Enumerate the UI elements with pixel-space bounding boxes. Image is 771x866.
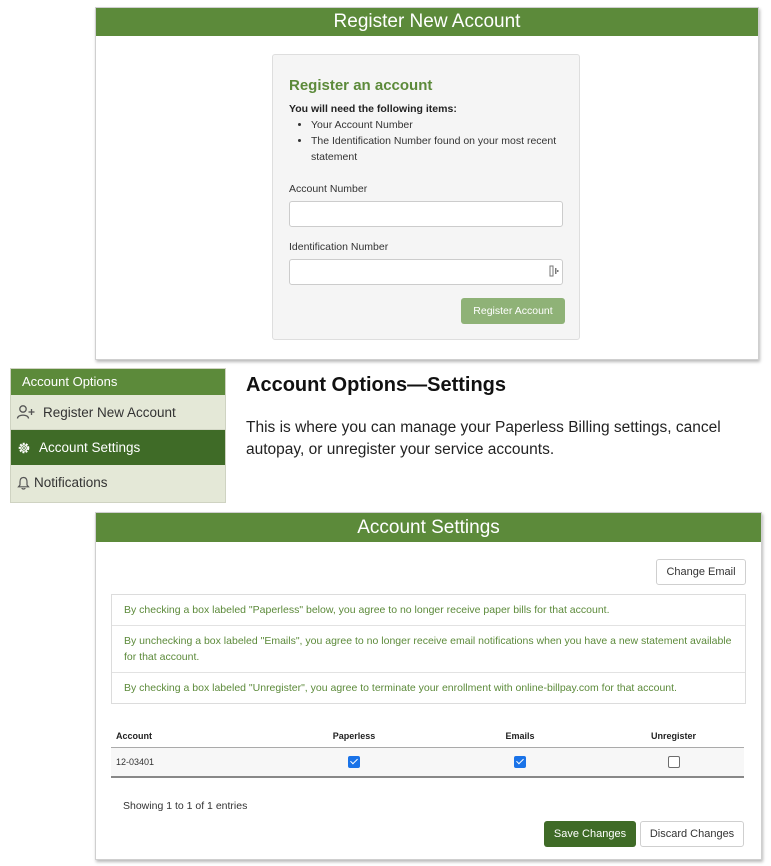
table-header-row (111, 725, 744, 748)
paperless-notice: By checking a box labeled "Paperless" below, you agree to no longer receive paper bills for that account. (112, 595, 745, 626)
menu-item-notifications[interactable] (11, 465, 225, 500)
menu-item-label: Account Settings (39, 440, 141, 455)
requirements-list (289, 117, 573, 165)
emails-notice: By unchecking a box labeled "Emails", you agree to no longer receive email notifications when you have a new statement available for that account. (112, 626, 745, 673)
save-changes-button[interactable]: Save Changes (544, 821, 636, 847)
account-settings-panel (95, 512, 762, 860)
gear-icon (17, 441, 31, 455)
account-number-label: Account Number (289, 183, 368, 195)
account-options-header: Account Options (11, 369, 225, 395)
identification-number-input[interactable] (289, 259, 563, 285)
section-title: Account Options—Settings (246, 374, 506, 396)
change-email-button[interactable]: Change Email (656, 559, 746, 585)
add-user-icon (16, 404, 36, 420)
emails-checkbox[interactable] (514, 756, 526, 768)
menu-item-label: Notifications (34, 475, 108, 490)
identification-number-label: Identification Number (289, 241, 389, 253)
register-new-account-panel (95, 7, 759, 360)
account-options-menu (10, 368, 226, 503)
column-header-emails: Emails (437, 725, 603, 748)
unregister-checkbox[interactable] (668, 756, 680, 768)
account-number-cell: 12-03401 (111, 748, 271, 778)
table-row (111, 748, 744, 778)
accounts-table (111, 725, 744, 778)
showing-entries-text: Showing 1 to 1 of 1 entries (123, 800, 248, 812)
column-header-paperless: Paperless (271, 725, 437, 748)
menu-item-register-new-account[interactable] (11, 395, 225, 430)
password-manager-icon[interactable] (549, 265, 559, 277)
register-panel-header: Register New Account (96, 8, 758, 36)
requirement-item: • The Identification Number found on your most recent statement (311, 133, 573, 165)
notice-box (111, 594, 746, 704)
emails-cell (437, 748, 603, 778)
paperless-checkbox[interactable] (348, 756, 360, 768)
paperless-cell (271, 748, 437, 778)
register-card-title: Register an account (289, 77, 433, 94)
unregister-notice: By checking a box labeled "Unregister", you agree to terminate your enrollment with online-billpay.com for that account. (124, 682, 677, 694)
settings-panel-header: Account Settings (96, 513, 761, 542)
column-header-account: Account (111, 725, 271, 748)
register-account-button[interactable]: Register Account (461, 298, 565, 324)
register-card (272, 54, 580, 340)
requirement-item: • Your Account Number (311, 117, 573, 133)
menu-item-label: Register New Account (43, 404, 176, 420)
discard-changes-button[interactable]: Discard Changes (640, 821, 744, 847)
account-number-input[interactable] (289, 201, 563, 227)
unregister-cell (603, 748, 744, 778)
menu-item-account-settings[interactable] (11, 430, 225, 465)
column-header-unregister: Unregister (603, 725, 744, 748)
identification-number-field (273, 259, 579, 285)
bell-icon (17, 476, 30, 490)
requirements-title: You will need the following items: (289, 103, 457, 115)
section-description: This is where you can manage your Paperless Billing settings, cancel autopay, or unregister your service accounts. (246, 419, 721, 458)
